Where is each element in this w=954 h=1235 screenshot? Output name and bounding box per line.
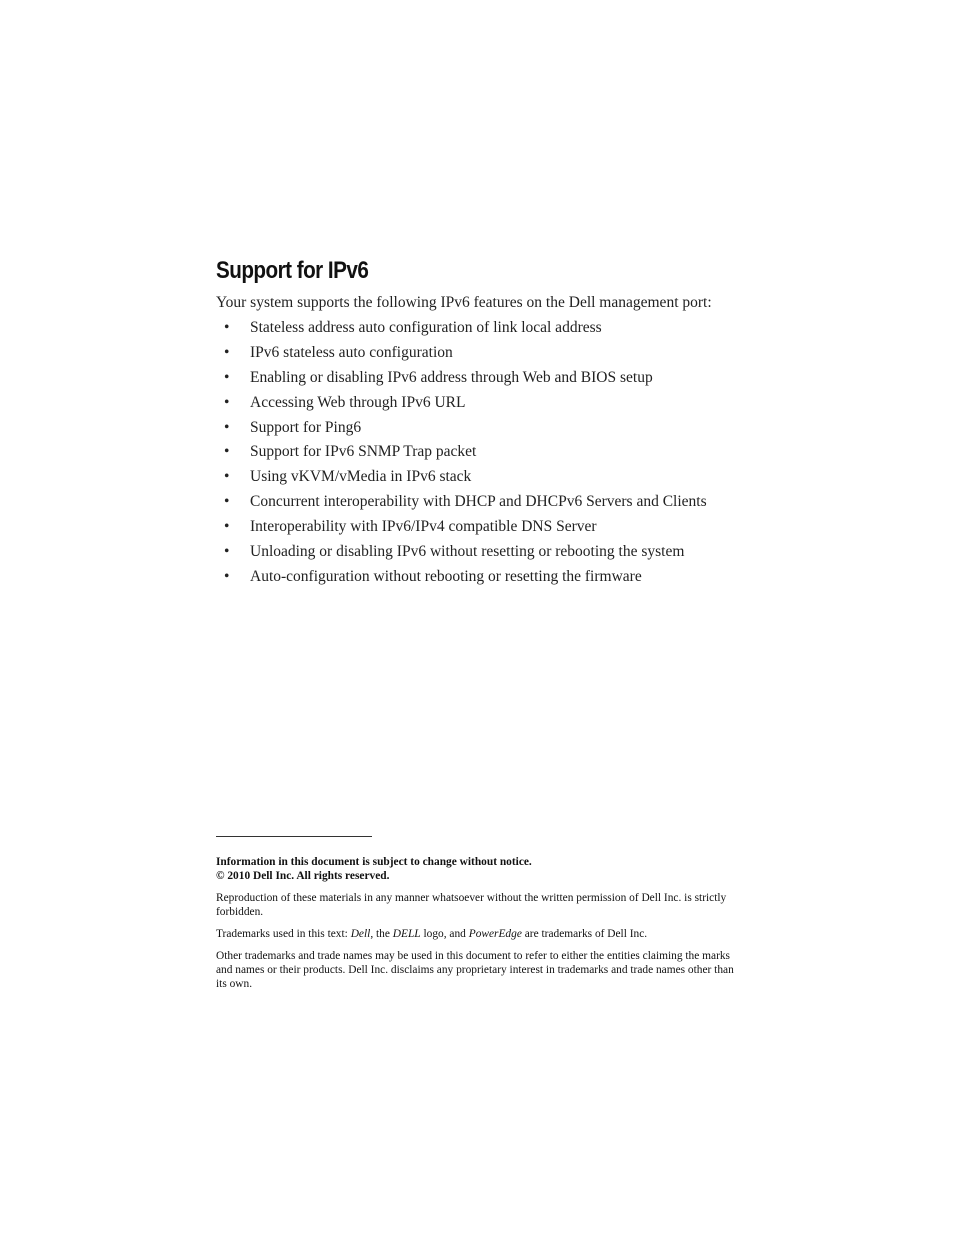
change-notice: Information in this document is subject to change without notice. bbox=[216, 856, 532, 868]
list-item-text: Stateless address auto configuration of link local address bbox=[250, 319, 602, 336]
list-item-text: IPv6 stateless auto configuration bbox=[250, 343, 453, 361]
notice-block bbox=[216, 855, 736, 883]
list-item bbox=[216, 567, 707, 592]
list-item bbox=[216, 418, 707, 443]
list-item bbox=[216, 368, 707, 393]
other-trademarks-notice: Other trademarks and trade names may be used in this document to refer to either the entities claiming the marks and names or their products. Dell Inc. disclaims any proprietary interest in trademarks and trade names other than its own. bbox=[216, 950, 734, 990]
bullet: • bbox=[224, 319, 230, 336]
list-item-text: Unloading or disabling IPv6 without resetting or rebooting the system bbox=[250, 543, 685, 561]
list-item bbox=[216, 467, 707, 492]
list-item-text: Support for Ping6 bbox=[250, 418, 362, 436]
bullet: • bbox=[224, 518, 230, 536]
trademarks-sep2: logo, and bbox=[420, 928, 469, 940]
section-title: Support for IPv6 bbox=[216, 257, 369, 284]
trademarks-suffix: are trademarks of Dell Inc. bbox=[521, 928, 648, 940]
footnote-divider bbox=[216, 836, 372, 837]
legal-notice bbox=[216, 855, 736, 999]
list-item-text: Using vKVM/vMedia in IPv6 stack bbox=[250, 468, 472, 486]
list-item-text: Support for IPv6 SNMP Trap packet bbox=[250, 443, 477, 461]
bullet: • bbox=[224, 418, 230, 436]
section-intro: Your system supports the following IPv6 features on the Dell management port: bbox=[216, 294, 712, 311]
trademark-dell-logo: DELL bbox=[392, 928, 421, 940]
list-item-text: Enabling or disabling IPv6 address through Web and BIOS setup bbox=[250, 368, 653, 386]
trademark-dell: Dell bbox=[350, 928, 371, 940]
list-item bbox=[216, 393, 707, 418]
list-item-text: Concurrent interoperability with DHCP and DHCPv6 Servers and Clients bbox=[250, 493, 707, 511]
list-item-text: Accessing Web through IPv6 URL bbox=[250, 393, 466, 411]
bullet: • bbox=[224, 343, 230, 361]
bullet: • bbox=[224, 368, 230, 386]
bullet: • bbox=[224, 468, 230, 486]
list-item bbox=[216, 343, 707, 368]
list-item bbox=[216, 517, 707, 542]
feature-list bbox=[216, 318, 707, 592]
bullet: • bbox=[224, 567, 230, 585]
trademarks-notice bbox=[216, 927, 736, 941]
list-item-text: Interoperability with IPv6/IPv4 compatible DNS Server bbox=[250, 518, 597, 536]
bullet: • bbox=[224, 443, 230, 461]
list-item bbox=[216, 318, 707, 343]
trademark-poweredge: PowerEdge bbox=[468, 928, 522, 940]
bullet: • bbox=[224, 493, 230, 511]
list-item bbox=[216, 442, 707, 467]
reproduction-notice: Reproduction of these materials in any manner whatsoever without the written permission of Dell Inc. is strictly forbidden. bbox=[216, 892, 727, 918]
copyright: © 2010 Dell Inc. All rights reserved. bbox=[216, 870, 390, 882]
trademarks-prefix: Trademarks used in this text: bbox=[216, 928, 351, 940]
bullet: • bbox=[224, 393, 230, 411]
trademarks-sep1: , the bbox=[370, 928, 393, 940]
list-item bbox=[216, 542, 707, 567]
list-item bbox=[216, 492, 707, 517]
list-item-text: Auto-configuration without rebooting or resetting the firmware bbox=[250, 567, 642, 585]
bullet: • bbox=[224, 543, 230, 561]
